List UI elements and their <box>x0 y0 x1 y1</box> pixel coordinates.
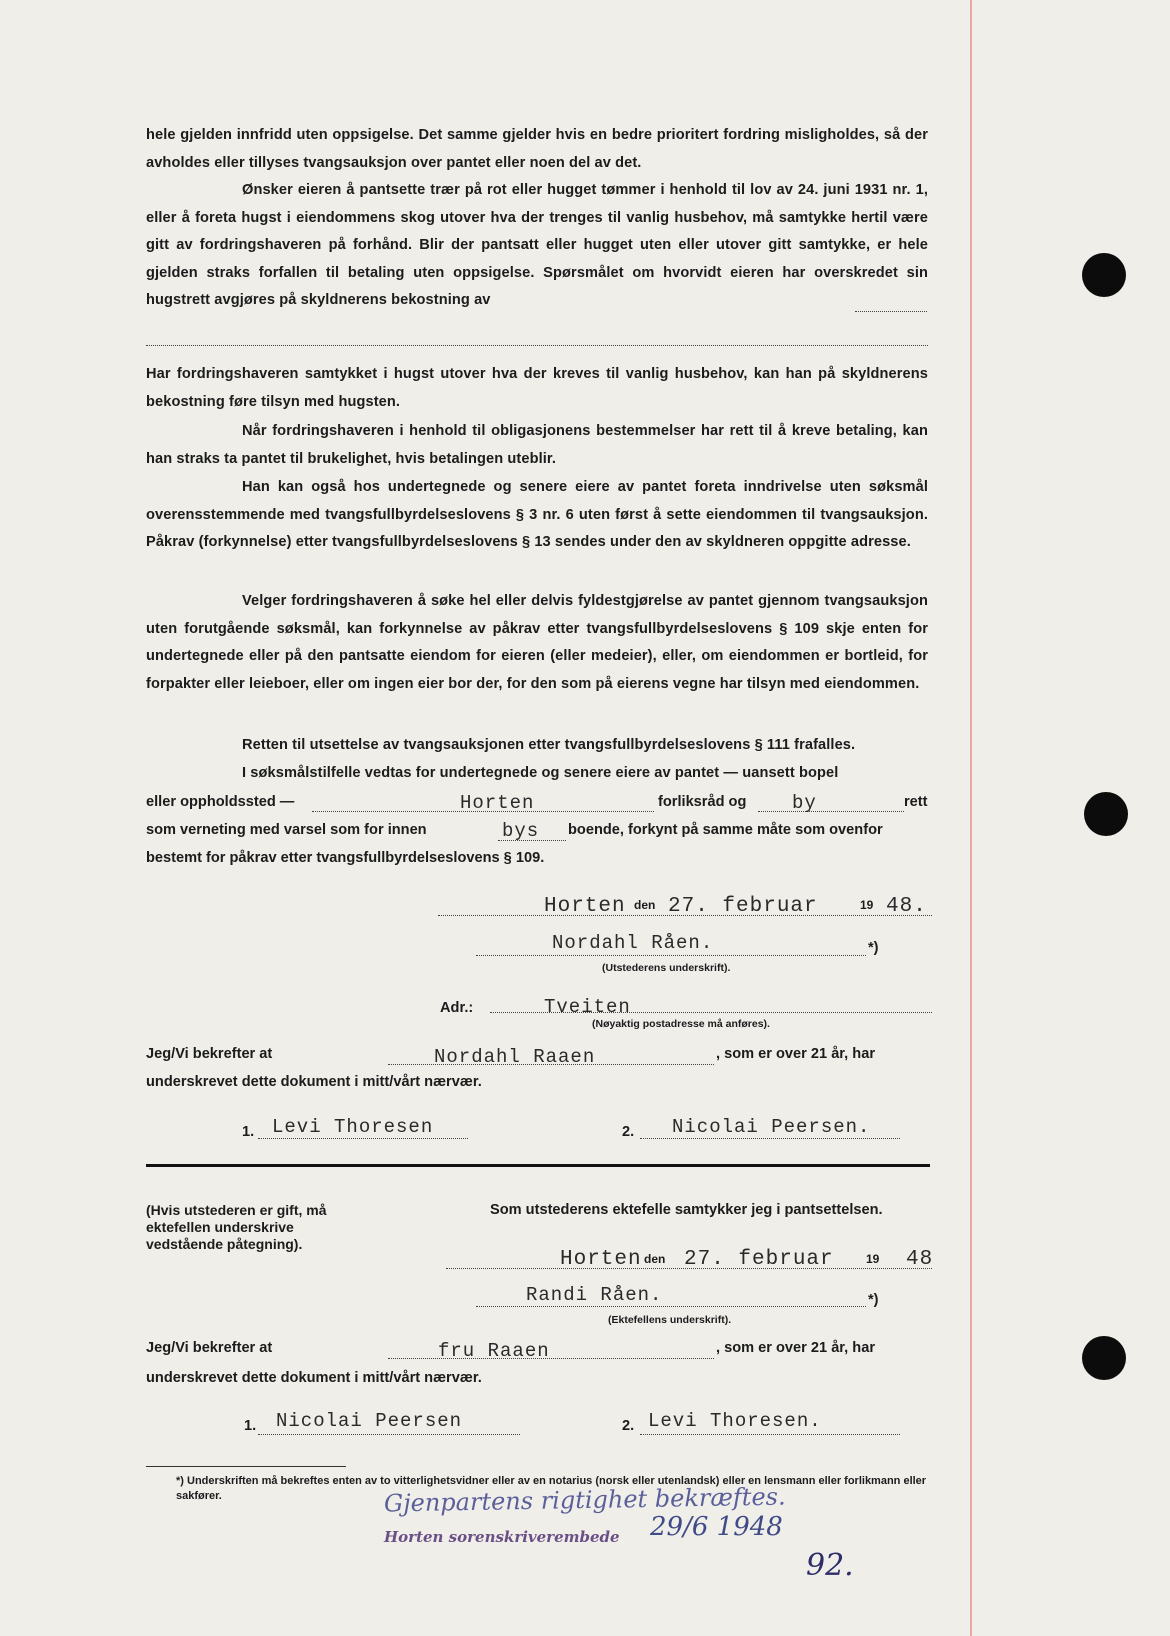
venue-place: Horten <box>460 792 535 814</box>
paragraph-1: hele gjelden innfridd uten oppsigelse. Det samme gjelder hvis en bedre prioritert fordring misligholdes, så der avholdes eller tillyses tvangsauksjon over pantet eller noen del av det. <box>146 127 928 171</box>
fill-line <box>758 811 904 812</box>
year-prefix: 19 <box>866 1252 880 1266</box>
paragraph-6: Velger fordringshaveren å søke hel eller delvis fyldestgjørelse av pantet gjennom tvangsauksjon uten forutgående søksmål, kan forkynnelse av påkrav etter tvangsfullbyrdelseslovens § 109 skje enten for undertegnede eller på den pantsatte eiendom for eieren (eller medeier), eller, om eiendommen er bortleid, for forpakter eller leieboer, eller om ingen eier bor der, for den som på eierens vegne har tilsyn med eiendommen. <box>146 593 928 692</box>
signature-line <box>476 955 866 956</box>
punch-hole <box>1082 253 1126 297</box>
sign-place: Horten <box>544 895 626 918</box>
signature-line <box>640 1138 900 1139</box>
venue-line-label: eller oppholdssted — <box>146 794 295 810</box>
page-number: 92. <box>806 1548 854 1583</box>
witness-number: 2. <box>622 1124 635 1140</box>
witness-line2: underskrevet dette dokument i mitt/vårt nærvær. <box>146 1370 482 1386</box>
spouse-place: Horten <box>560 1248 642 1271</box>
venue-line-mid: forliksråd og <box>658 794 747 810</box>
venue-line2-end: boende, forkynt på samme måte som ovenfor <box>568 822 883 838</box>
fill-line <box>146 345 928 346</box>
venue-line-end: rett <box>904 794 928 810</box>
signature-caption: (Ektefellens underskrift). <box>608 1314 732 1326</box>
footnote-mark: *) <box>868 1292 879 1308</box>
year-suffix: 48 <box>906 1248 934 1271</box>
footnote-mark: *) <box>868 940 879 956</box>
paragraph-7: Retten til utsettelse av tvangsauksjonen etter tvangsfullbyrdelseslovens § 111 frafalles. <box>242 737 856 753</box>
section-divider <box>146 1164 930 1167</box>
signature-caption: (Utstederens underskrift). <box>602 962 731 974</box>
footnote-rule <box>146 1466 346 1467</box>
venue-line3: bestemt for påkrav etter tvangsfullbyrdelseslovens § 109. <box>146 850 545 866</box>
signature-line <box>640 1434 900 1435</box>
den-label: den <box>644 1252 666 1266</box>
den-label: den <box>634 898 656 912</box>
witness-line2: underskrevet dette dokument i mitt/vårt nærvær. <box>146 1074 482 1090</box>
witness-number: 1. <box>242 1124 255 1140</box>
spouse-signature: Randi Råen. <box>526 1284 663 1306</box>
paragraph-8: I søksmålstilfelle vedtas for undertegnede og senere eiere av pantet — uansett bopel <box>242 765 839 781</box>
paragraph-4: Når fordringshaveren i henhold til obligasjonens bestemmelser har rett til å kreve betaling, kan han straks ta pantet til brukelighet, hvis betalingen uteblir. <box>146 423 928 467</box>
year-prefix: 19 <box>860 898 874 912</box>
certification-handwriting: Gjenpartens rigtighet bekræftes. <box>383 1482 786 1518</box>
witness-tail: , som er over 21 år, har <box>716 1340 875 1356</box>
issuer-signature: Nordahl Råen. <box>552 932 714 954</box>
witness-lead: Jeg/Vi bekrefter at <box>146 1340 273 1356</box>
punch-hole <box>1082 1336 1126 1380</box>
witness-2-signature: Nicolai Peersen. <box>672 1116 871 1138</box>
witness-number: 2. <box>622 1418 635 1434</box>
address-caption: (Nøyaktig postadresse må anføres). <box>592 1018 770 1030</box>
witness-confirmed-name: fru Raaen <box>438 1340 550 1362</box>
fill-line <box>388 1358 714 1359</box>
punch-hole <box>1084 792 1128 836</box>
venue-line2-label: som verneting med varsel som for innen <box>146 822 427 838</box>
signature-line <box>258 1434 520 1435</box>
venue-court: by <box>792 792 817 814</box>
spouse-consent: Som utstederens ektefelle samtykker jeg i pantsettelsen. <box>490 1202 883 1218</box>
sign-date: 27. februar <box>668 895 818 918</box>
witness-confirmed-name: Nordahl Raaen <box>434 1046 596 1068</box>
paragraph-5: Han kan også hos undertegnede og senere eiere av pantet foreta inndrivelse uten søksmål overensstemmende med tvangsfullbyrdelseslovens § 3 nr. 6 uten først å sette eiendommen til tvangsauksjon. Påkrav (forkynnelse) etter tvangsfullbyrdelseslovens § 13 sendes under den av skyldneren oppgitte adresse. <box>146 479 928 551</box>
footnote: *) Underskriften må bekreftes enten av to vitterlighetsvidner eller av en notarius (norsk eller utenlandsk) eller en lensmann eller forlikmann eller sakfører. <box>176 1475 927 1502</box>
witness-1-signature: Nicolai Peersen <box>276 1410 463 1432</box>
address-value: Tveiten <box>544 996 631 1018</box>
signature-line <box>476 1306 866 1307</box>
signature-line <box>258 1138 468 1139</box>
year-suffix: 48. <box>886 895 927 918</box>
witness-lead: Jeg/Vi bekrefter at <box>146 1046 273 1062</box>
court-stamp: Horten sorenskriverembede <box>384 1528 620 1546</box>
paragraph-3: Har fordringshaveren samtykket i hugst utover hva der kreves til vanlig husbehov, kan han på skyldnerens bekostning føre tilsyn med hugsten. <box>146 366 928 410</box>
paragraph-2: Ønsker eieren å pantsette trær på rot eller hugget tømmer i henhold til lov av 24. juni 1931 nr. 1, eller å foreta hugst i eiendommens skog utover hva der trenges til vanlig husbehov, må samtykke hertil være gitt av fordringshaveren på forhånd. Blir der pantsatt eller hugget uten eller utover gitt samtykke, er hele gjelden straks forfallen til betaling uten oppsigelse. Spørsmålet om hvorvidt eieren har overskredet sin hugstrett avgjøres på skyldnerens bekostning av <box>146 182 928 309</box>
venue-area: bys <box>502 820 540 842</box>
witness-tail: , som er over 21 år, har <box>716 1046 875 1062</box>
margin-rule <box>970 0 972 1636</box>
spouse-date: 27. februar <box>684 1248 834 1271</box>
witness-number: 1. <box>244 1418 257 1434</box>
fill-line <box>855 311 927 312</box>
witness-1-signature: Levi Thoresen <box>272 1116 434 1138</box>
certification-date: 29/6 1948 <box>650 1512 783 1542</box>
address-label: Adr.: <box>440 1000 474 1016</box>
spouse-note: (Hvis utstederen er gift, må ektefellen underskrive vedstående påtegning). <box>146 1202 327 1252</box>
witness-2-signature: Levi Thoresen. <box>648 1410 822 1432</box>
